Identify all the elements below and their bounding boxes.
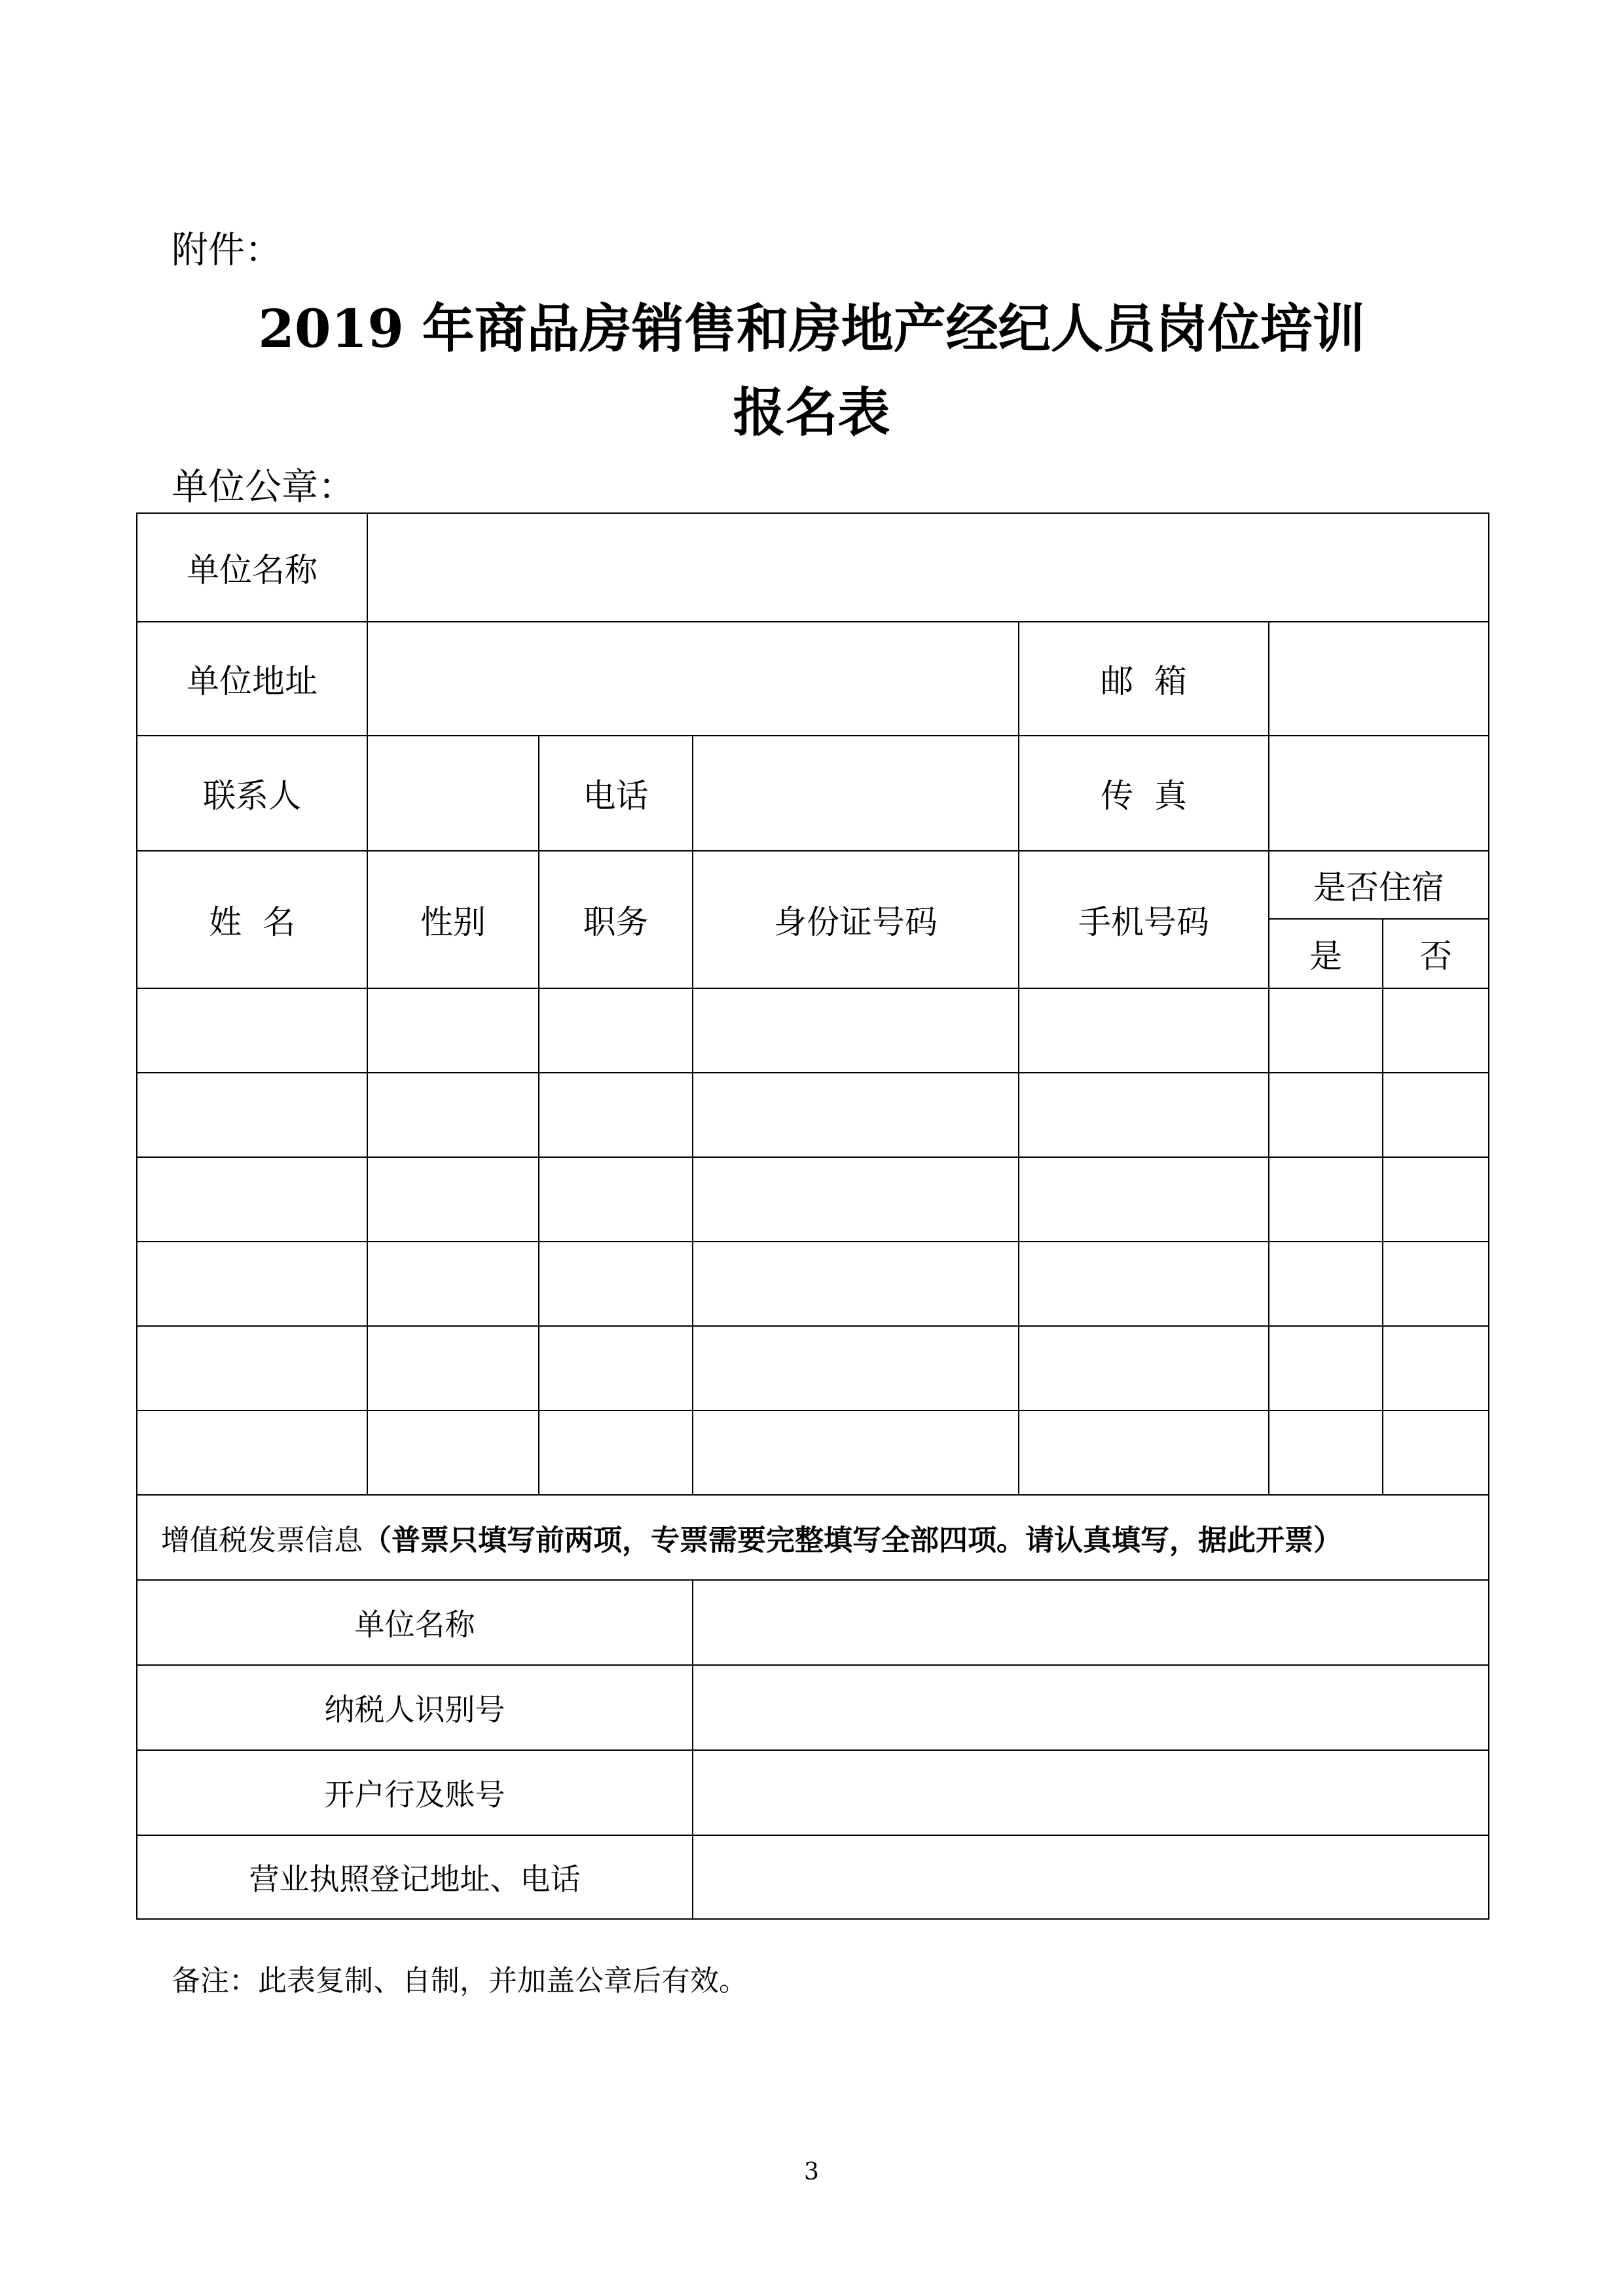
trainee-id-cell[interactable] [693,988,1019,1073]
col-header-gender: 性别 [367,851,539,988]
trainee-gender-cell[interactable] [367,1242,539,1326]
remark-note: 备注：此表复制、自制，并加盖公章后有效。 [172,1964,748,1998]
document-title-line2: 报名表 [733,382,890,443]
attachment-label: 附件： [172,229,282,272]
invoice-unit-name-label: 单位名称 [137,1580,693,1665]
trainee-name-cell[interactable] [137,1073,367,1157]
phone-field[interactable] [693,736,1019,851]
invoice-bank-account-label: 开户行及账号 [137,1750,693,1835]
trainee-name-cell[interactable] [137,1242,367,1326]
trainee-gender-cell[interactable] [367,1326,539,1410]
contact-field[interactable] [367,736,539,851]
invoice-license-address-field[interactable] [693,1835,1489,1919]
col-header-lodging: 是否住宿 [1269,851,1489,919]
trainee-mobile-cell[interactable] [1019,1410,1269,1495]
seal-label: 单位公章： [172,466,355,509]
invoice-note: （普票只填写前两项，专票需要完整填写全部四项。请认真填写，据此开票） [363,1524,1342,1557]
invoice-taxpayer-id-label: 纳税人识别号 [137,1665,693,1750]
trainee-name-cell[interactable] [137,1410,367,1495]
fax-field[interactable] [1269,736,1489,851]
invoice-info-row [137,1495,1489,1580]
trainee-lodging-yes-cell[interactable] [1269,988,1383,1073]
col-header-position: 职务 [539,851,693,988]
trainee-position-cell[interactable] [539,1073,693,1157]
trainee-position-cell[interactable] [539,1410,693,1495]
trainee-id-cell[interactable] [693,1326,1019,1410]
trainee-gender-cell[interactable] [367,1410,539,1495]
trainee-id-cell[interactable] [693,1073,1019,1157]
trainee-gender-cell[interactable] [367,1157,539,1242]
trainee-mobile-cell[interactable] [1019,1242,1269,1326]
trainee-mobile-cell[interactable] [1019,988,1269,1073]
trainee-name-cell[interactable] [137,1326,367,1410]
trainee-mobile-cell[interactable] [1019,1326,1269,1410]
postcode-field[interactable] [1269,622,1489,736]
postcode-label: 邮 箱 [1019,622,1269,736]
trainee-position-cell[interactable] [539,1242,693,1326]
invoice-taxpayer-id-field[interactable] [693,1665,1489,1750]
fax-label: 传 真 [1019,736,1269,851]
trainee-id-cell[interactable] [693,1410,1019,1495]
trainee-lodging-no-cell[interactable] [1383,1157,1489,1242]
trainee-position-cell[interactable] [539,1157,693,1242]
trainee-lodging-yes-cell[interactable] [1269,1157,1383,1242]
invoice-unit-name-field[interactable] [693,1580,1489,1665]
trainee-lodging-yes-cell[interactable] [1269,1410,1383,1495]
invoice-heading: 增值税发票信息 [161,1524,363,1557]
trainee-id-cell[interactable] [693,1157,1019,1242]
trainee-gender-cell[interactable] [367,988,539,1073]
col-header-mobile: 手机号码 [1019,851,1269,988]
trainee-lodging-yes-cell[interactable] [1269,1242,1383,1326]
invoice-bank-account-field[interactable] [693,1750,1489,1835]
phone-label: 电话 [539,736,693,851]
col-header-lodging-no: 否 [1383,919,1489,988]
trainee-lodging-yes-cell[interactable] [1269,1326,1383,1410]
unit-address-label: 单位地址 [137,622,367,736]
trainee-lodging-no-cell[interactable] [1383,1242,1489,1326]
trainee-mobile-cell[interactable] [1019,1073,1269,1157]
trainee-lodging-no-cell[interactable] [1383,988,1489,1073]
trainee-id-cell[interactable] [693,1242,1019,1326]
invoice-license-address-label: 营业执照登记地址、电话 [137,1835,693,1919]
trainee-position-cell[interactable] [539,988,693,1073]
trainee-lodging-yes-cell[interactable] [1269,1073,1383,1157]
trainee-gender-cell[interactable] [367,1073,539,1157]
registration-form [136,512,1489,1920]
col-header-lodging-yes: 是 [1269,919,1383,988]
col-header-id-number: 身份证号码 [693,851,1019,988]
document-title: 2019 年商品房销售和房地产经纪人员岗位培训 [258,298,1365,359]
trainee-lodging-no-cell[interactable] [1383,1073,1489,1157]
trainee-name-cell[interactable] [137,988,367,1073]
trainee-name-cell[interactable] [137,1157,367,1242]
trainee-lodging-no-cell[interactable] [1383,1410,1489,1495]
trainee-mobile-cell[interactable] [1019,1157,1269,1242]
page-number: 3 [804,2159,819,2185]
unit-address-field[interactable] [367,622,1019,736]
col-header-name: 姓 名 [137,851,367,988]
trainee-lodging-no-cell[interactable] [1383,1326,1489,1410]
trainee-position-cell[interactable] [539,1326,693,1410]
unit-name-label: 单位名称 [137,513,367,622]
contact-label: 联系人 [137,736,367,851]
unit-name-field[interactable] [367,513,1489,622]
